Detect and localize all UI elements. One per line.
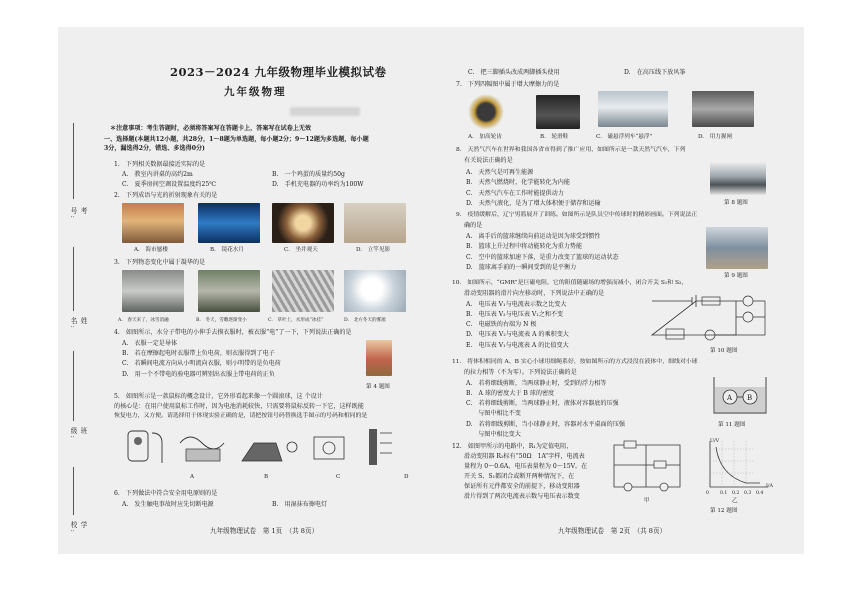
rime-photo (344, 270, 406, 312)
q8-option-a: A. 天然气是可再生能源 (466, 169, 534, 176)
school-label: 学校: (69, 521, 87, 534)
snow-sculpture-photo (198, 270, 260, 312)
exam-number-label: 考号: (69, 207, 87, 220)
q5-label-b: B (264, 474, 269, 480)
q4-option-d: D. 用一个不带电的验电器可辨别出衣服上带电荷的正负 (122, 371, 275, 378)
q10-option-b: B. 电压表 V₂与电压表 V₁之和不变 (466, 311, 564, 318)
svg-text:B: B (747, 394, 753, 402)
q5-figures (124, 423, 414, 478)
q4-option-a: A. 衣服一定是导体 (122, 340, 178, 347)
q7-caption-c: C. 磁悬浮列车“悬浮” (596, 134, 653, 140)
q11-stem: 11. 将体积相同的 A、B 实心小球用细绳系好，按如图所示的方式浸没在液体中，细线对小球 (452, 359, 698, 365)
q3-caption-b: B. 冬天，雪雕逐渐变小 (196, 318, 247, 323)
q1-stem: 1. 下列相关数据最接近实际的是 (114, 161, 206, 168)
q10-stem-cont: 滑动变阻器的滑片向左移动时，下列说法中正确的是 (464, 290, 605, 297)
q12-stem-6: 滑片得到了两次电流表示数与电压表示数变 (464, 493, 580, 500)
q3-stem: 3. 下列物态变化中属于凝华的是 (114, 259, 206, 266)
name-label: 姓名: (69, 317, 87, 330)
q12-stem-4: 开关 S、S₁都闭合或断开两种情况下，在 (464, 473, 575, 480)
q1-option-d: D. 手机充电器的功率约为100W (272, 181, 364, 188)
page-2-footer: 九年级物理试卷 第 2页 （共 8页） (558, 527, 667, 535)
graph-tick-4: 0.4 (756, 491, 764, 496)
q9-option-a: A. 离手后的篮球继续向前运动是因为球受到惯性 (466, 233, 601, 240)
q8-option-c: C. 天然气汽车在工作时能提供动力 (466, 190, 564, 197)
q2-caption-a: A. 海市蜃楼 (134, 247, 168, 253)
mirage-photo (122, 203, 184, 243)
q11-figure-caption: 第 11 题图 (718, 422, 746, 428)
q12-circuit (608, 439, 688, 495)
ice-hanger-photo (272, 270, 334, 312)
exam-subtitle: 九年级物理 (224, 86, 287, 98)
q9-option-b: B. 篮球上升过程中将动能转化为重力势能 (466, 243, 583, 250)
section-1-heading: 一、选择题(本题共12小题，共28分，1～8题为单选题，每小题2分；9～12题为多选题，每小题 (104, 136, 369, 143)
graph-tick-0: 0 (706, 491, 709, 496)
q6-option-c: C. 把三脚插头改成两脚插头使用 (468, 69, 560, 76)
q10-option-e: E. 电压表 V₁与电流表 A 的比值变大 (466, 342, 569, 349)
graph-tick-3: 0.3 (744, 491, 752, 496)
q9-stem-cont: 确的是 (464, 222, 483, 229)
q4-option-c: C. 若瞬间电流方向从小明流向衣服，则小明带的是负电荷 (122, 360, 281, 367)
q8-option-d: D. 天然气液化，是为了增大体积便于储存和运输 (466, 200, 601, 207)
basketball-photo (706, 227, 768, 269)
q12-stem-5: 保证所有元件都安全的前提下，移动变阻器 (464, 483, 580, 490)
sundial-photo (344, 203, 406, 243)
gas-car-photo (710, 161, 766, 195)
q5-stem-cont-2: 恢复电力，又方便。请选择用于体现实验正确的是，请把按钮号码替换选手图示的号码和相同的是 (114, 413, 368, 419)
q5-label-d: D (404, 474, 409, 480)
maglev-train-photo (598, 91, 668, 127)
graph-tick-2: 0.2 (732, 491, 740, 496)
q10-option-c: C. 电磁铁的右端为 N 极 (466, 321, 537, 328)
graph-ylabel: U/V (710, 439, 720, 444)
q5-stem-cont: 的核心是：在用户使用鼠标工作时，因为电池消耗较快，只需要将鼠标反转一下它，这样既能 (114, 403, 364, 410)
q12-label-yi: 乙 (732, 498, 738, 504)
q11-option-a: A. 若将细线剪断，当两球静止时，受到的浮力相等 (466, 380, 607, 387)
exam-title: 2023－2024 九年级物理毕业模拟试卷 (170, 65, 387, 79)
q8-stem: 8. 天然气汽车在世界和我国各省市得到了推广应用，如图所示是一款天然气汽车，下列 (456, 147, 686, 153)
q7-caption-d: D. 用力握闸 (698, 134, 733, 140)
q6-option-a: A. 发生触电事故时应先切断电源 (122, 501, 214, 508)
well-frog-photo (272, 203, 334, 243)
q2-caption-d: D. 立竿见影 (356, 247, 391, 253)
q5-stem: 5. 如图所示是一款鼠标的概念设计，它外形看起来像一个圆滚球，这 个设计 (114, 393, 323, 400)
q12-figure-caption: 第 12 题图 (710, 508, 738, 514)
q9-figure-caption: 第 9 题图 (724, 273, 748, 279)
q4-figure-caption: 第 4 题图 (366, 384, 390, 390)
svg-text:A: A (727, 394, 733, 402)
q1-option-b: B. 一个鸡蛋的质量约50g (272, 171, 345, 178)
q3-caption-d: D. 北方冬天的雾凇 (344, 318, 386, 323)
gear-photo (466, 91, 506, 129)
q6-stem: 6. 下列做法中符合安全用电原则的是 (114, 490, 218, 497)
exam-number-line (73, 123, 74, 199)
q7-caption-b: B. 轮滑鞋 (540, 134, 569, 140)
q11-beaker (710, 373, 770, 417)
section-1-heading-cont: 3分，漏选得2分，错选、多选得0分) (104, 145, 205, 152)
roller-skate-photo (536, 95, 580, 129)
notice: ＊注意事项：考生答题时，必须将答案写在答题卡上，答案写在试卷上无效 (110, 125, 312, 132)
graph-tick-1: 0.1 (720, 491, 728, 496)
q11-option-c-cont: 与图中相比不变 (466, 410, 521, 417)
exam-sheet (58, 27, 804, 554)
q6-option-b: B. 用湿抹布擦电灯 (272, 501, 328, 508)
brake-grip-photo (692, 91, 754, 127)
q2-stem: 2. 下列成语与光的折射现象有关的是 (114, 192, 218, 199)
redacted-watermark (290, 107, 360, 116)
q4-stem: 4. 如图所示，水分子带电的小伸手去摸衣服时，被衣服“电”了一下，下列说法正确的是 (114, 329, 352, 336)
class-label: 班级: (69, 427, 87, 440)
q7-caption-a: A. 加高轮齿 (468, 134, 502, 140)
q12-stem-2: 滑动变阻器 R₂标有“50Ω 1A”字样，电流表 (464, 453, 585, 460)
q8-stem-cont: 有关说法正确的是 (464, 157, 513, 164)
q5-label-c: C (336, 474, 341, 480)
q1-option-a: A. 教室内讲桌的高约2m (122, 171, 193, 178)
q11-option-d: D. 若将细线剪断，当小球静止时，容器对水平桌面的压强 (466, 421, 625, 428)
q8-figure-caption: 第 8 题图 (724, 200, 748, 206)
q11-option-d-cont: 与图中相比变大 (466, 431, 521, 438)
q8-option-b: B. 天然气燃烧时，化学能转化为内能 (466, 179, 570, 186)
q10-stem: 10. 如图所示，“GMR”是巨磁电阻，它的阻值随磁场的增强而减小，闭合开关 S₁和 S₂， (452, 280, 688, 286)
q5-label-a: A (190, 474, 195, 480)
school-line (73, 467, 74, 515)
q7-stem: 7. 下列四幅图中属于增大摩擦力的是 (456, 81, 560, 88)
q12-stem-3: 量程为 0～0.6A，电压表量程为 0～15V。在 (464, 463, 588, 470)
q10-option-a: A. 电压表 V₁与电流表示数之比变大 (466, 301, 567, 308)
q9-stem: 9. 疫情缓解后，辽宁男篮展开了训练。如图所示是队员空中传球时的精彩画面。下列说法正 (456, 212, 698, 218)
q11-option-c: C. 若将细线剪断，当两球静止时，液体对容器底的压强 (466, 400, 619, 407)
q4-figure (366, 340, 392, 376)
q2-caption-c: C. 坐井观天 (284, 247, 318, 253)
q2-caption-b: B. 镜花水月 (210, 247, 244, 253)
q1-option-c: C. 夏季房间空调设置温度约25℃ (122, 181, 217, 188)
q10-figure-caption: 第 10 题图 (710, 348, 738, 354)
q4-option-b: B. 若在摩擦起电时衣服带上负电荷，则衣服得到了电子 (122, 350, 275, 357)
q9-option-c: C. 空中的篮球加速下落，是重力改变了篮球的运动状态 (466, 254, 619, 261)
q11-option-b: B. A 球的密度大于 B 球的密度 (466, 390, 555, 397)
q10-circuit (648, 293, 776, 343)
class-line (73, 351, 74, 421)
q3-caption-c: C. 草叶上，水形成“冰挂” (268, 318, 324, 323)
q6-option-d: D. 在高压线下放风筝 (624, 69, 686, 76)
q10-option-d: D. 电压表 V₂与电流表 A 的乘积变大 (466, 331, 569, 338)
graph-xlabel: I/A (766, 484, 773, 489)
name-line (73, 247, 74, 311)
page-1-footer: 九年级物理试卷 第 1页 （共 8页） (210, 527, 319, 535)
moon-reflection-photo (198, 203, 260, 243)
q11-stem-cont: 的拉力相等（不为零）。下列说法正确的是 (464, 369, 577, 376)
melting-ice-photo (122, 270, 184, 312)
q9-option-d: D. 篮球离手前的一瞬间受到的是平衡力 (466, 264, 577, 271)
q12-label-jia: 甲 (644, 498, 650, 504)
q12-stem: 12. 如图甲所示的电路中，R₁为定值电阻， (452, 443, 573, 450)
q3-caption-a: A. 春天来了，冰雪消融 (118, 318, 169, 323)
